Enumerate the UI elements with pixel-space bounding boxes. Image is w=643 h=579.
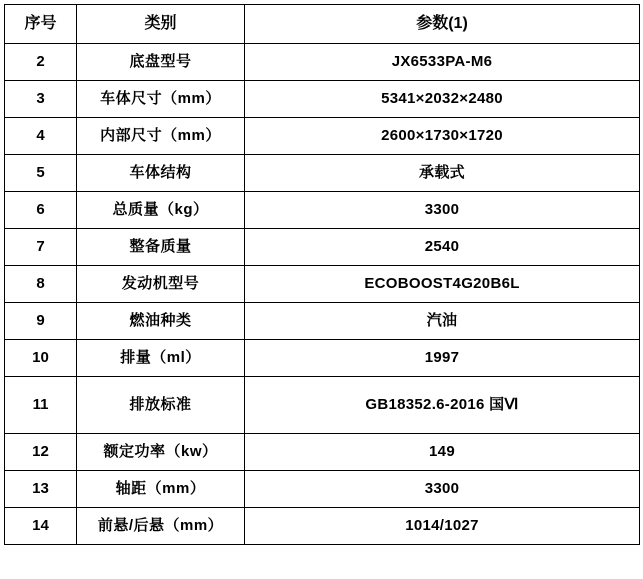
table-header [5, 5, 640, 44]
table-row [5, 340, 640, 377]
cell-category: 底盘型号 [77, 44, 245, 81]
cell-value: 1997 [245, 340, 640, 377]
cell-category: 排放标准 [77, 377, 245, 434]
cell-value: 149 [245, 434, 640, 471]
table-row [5, 192, 640, 229]
cell-category: 内部尺寸（mm） [77, 118, 245, 155]
cell-value: JX6533PA-M6 [245, 44, 640, 81]
table-header-row [5, 5, 640, 44]
cell-category: 总质量（kg） [77, 192, 245, 229]
table-row [5, 81, 640, 118]
cell-value: ECOBOOST4G20B6L [245, 266, 640, 303]
table-row [5, 266, 640, 303]
column-header-value: 参数(1) [245, 5, 640, 44]
cell-value: 汽油 [245, 303, 640, 340]
cell-index: 12 [5, 434, 77, 471]
cell-index: 5 [5, 155, 77, 192]
cell-category: 车体尺寸（mm） [77, 81, 245, 118]
table-row [5, 229, 640, 266]
table-row [5, 434, 640, 471]
cell-category: 额定功率（kw） [77, 434, 245, 471]
table-row [5, 44, 640, 81]
cell-value: 承载式 [245, 155, 640, 192]
cell-category: 发动机型号 [77, 266, 245, 303]
cell-index: 10 [5, 340, 77, 377]
cell-value: 3300 [245, 192, 640, 229]
cell-category: 燃油种类 [77, 303, 245, 340]
table-row [5, 471, 640, 508]
table-row [5, 508, 640, 545]
cell-value: 2600×1730×1720 [245, 118, 640, 155]
table-body [5, 44, 640, 545]
cell-index: 6 [5, 192, 77, 229]
cell-index: 4 [5, 118, 77, 155]
cell-value: 3300 [245, 471, 640, 508]
cell-category: 整备质量 [77, 229, 245, 266]
table-row [5, 118, 640, 155]
column-header-category: 类别 [77, 5, 245, 44]
cell-index: 2 [5, 44, 77, 81]
vehicle-specification-table [4, 4, 640, 545]
cell-index: 3 [5, 81, 77, 118]
cell-index: 9 [5, 303, 77, 340]
table-row [5, 303, 640, 340]
cell-value: GB18352.6-2016 国Ⅵ [245, 377, 640, 434]
table-row [5, 155, 640, 192]
cell-category: 前悬/后悬（mm） [77, 508, 245, 545]
cell-index: 14 [5, 508, 77, 545]
cell-index: 11 [5, 377, 77, 434]
table-row [5, 377, 640, 434]
cell-index: 13 [5, 471, 77, 508]
cell-index: 7 [5, 229, 77, 266]
cell-value: 5341×2032×2480 [245, 81, 640, 118]
cell-index: 8 [5, 266, 77, 303]
cell-category: 车体结构 [77, 155, 245, 192]
cell-category: 轴距（mm） [77, 471, 245, 508]
cell-value: 2540 [245, 229, 640, 266]
cell-value: 1014/1027 [245, 508, 640, 545]
cell-category: 排量（ml） [77, 340, 245, 377]
column-header-index: 序号 [5, 5, 77, 44]
